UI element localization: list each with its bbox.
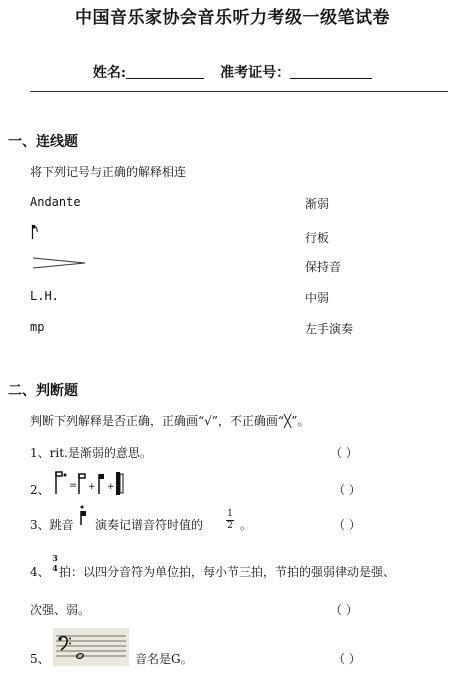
decrescendo-hairpin-icon[interactable] (31, 255, 87, 269)
page-title: 中国音乐家协会音乐听力考级一级笔试卷 (75, 8, 390, 28)
section1-instruction: 将下列记号与正确的解释相连 (30, 165, 187, 179)
answer-paren-2[interactable]: （ ） (333, 483, 361, 497)
answer-paren-3[interactable]: （ ） (333, 518, 361, 532)
svg-text:+: + (107, 482, 115, 492)
question-3-mid: 演奏记谱音符时值的 (95, 518, 204, 532)
time-signature-bottom: 4 (52, 563, 58, 573)
right-item-2[interactable]: 行板 (305, 231, 330, 245)
right-item-1[interactable]: 渐弱 (305, 197, 330, 211)
question-5-text: 音名是G。 (135, 652, 193, 666)
fraction-numerator: 1 (227, 509, 233, 519)
answer-paren-5[interactable]: （ ） (333, 652, 361, 666)
left-item-mp[interactable]: mp (30, 320, 45, 334)
time-signature-3-4 (51, 553, 59, 579)
right-item-4[interactable]: 中弱 (305, 291, 330, 305)
fraction-denominator: 2 (227, 521, 233, 531)
half-note-icon (79, 474, 85, 494)
name-blank[interactable] (126, 64, 204, 79)
name-label: 姓名: (92, 65, 127, 81)
question-2-prefix: 2、 (30, 483, 50, 497)
svg-text:=: = (69, 480, 78, 491)
header-divider (30, 91, 448, 92)
section2-instruction: 判断下列解释是否正确，正确画“√”，不正确画“╳”。 (30, 414, 310, 428)
fraction-one-half (225, 509, 235, 535)
question-3-suffix: 。 (240, 518, 253, 532)
candidate-info (0, 62, 465, 82)
question-4-continuation: 次强、弱。 (30, 603, 91, 617)
answer-paren-1[interactable]: （ ） (330, 446, 358, 460)
right-item-5[interactable]: 左手演奏 (305, 322, 354, 336)
staccato-note-icon (79, 505, 91, 527)
question-5-prefix: 5、 (30, 652, 50, 666)
time-signature-top: 3 (52, 553, 58, 563)
dotted-half-note-icon (56, 472, 67, 494)
left-item-lh[interactable]: L.H. (30, 289, 59, 303)
bass-clef-staff-icon (53, 628, 129, 666)
section1-heading: 一、连线题 (8, 134, 78, 150)
question-1: 1、rit.是渐弱的意思。 (30, 446, 152, 460)
exam-id-label: 准考证号： (220, 65, 291, 81)
question-4-text: 拍：以四分音符为单位拍，每小节三拍，节拍的强弱律动是强、 (59, 565, 396, 579)
question-4-prefix: 4、 (30, 565, 50, 579)
svg-text:+: + (88, 482, 96, 492)
quarter-note-icon (99, 474, 104, 494)
answer-paren-4[interactable]: （ ） (330, 603, 358, 617)
left-item-andante[interactable]: Andante (30, 195, 81, 209)
note-equation-icon (54, 470, 134, 498)
exam-id-blank[interactable] (290, 64, 372, 79)
right-item-3[interactable]: 保持音 (305, 260, 342, 274)
eighth-note-icon[interactable] (31, 223, 45, 243)
section2-heading: 二、判断题 (8, 383, 78, 399)
question-3-prefix: 3、跳音 (30, 518, 74, 532)
